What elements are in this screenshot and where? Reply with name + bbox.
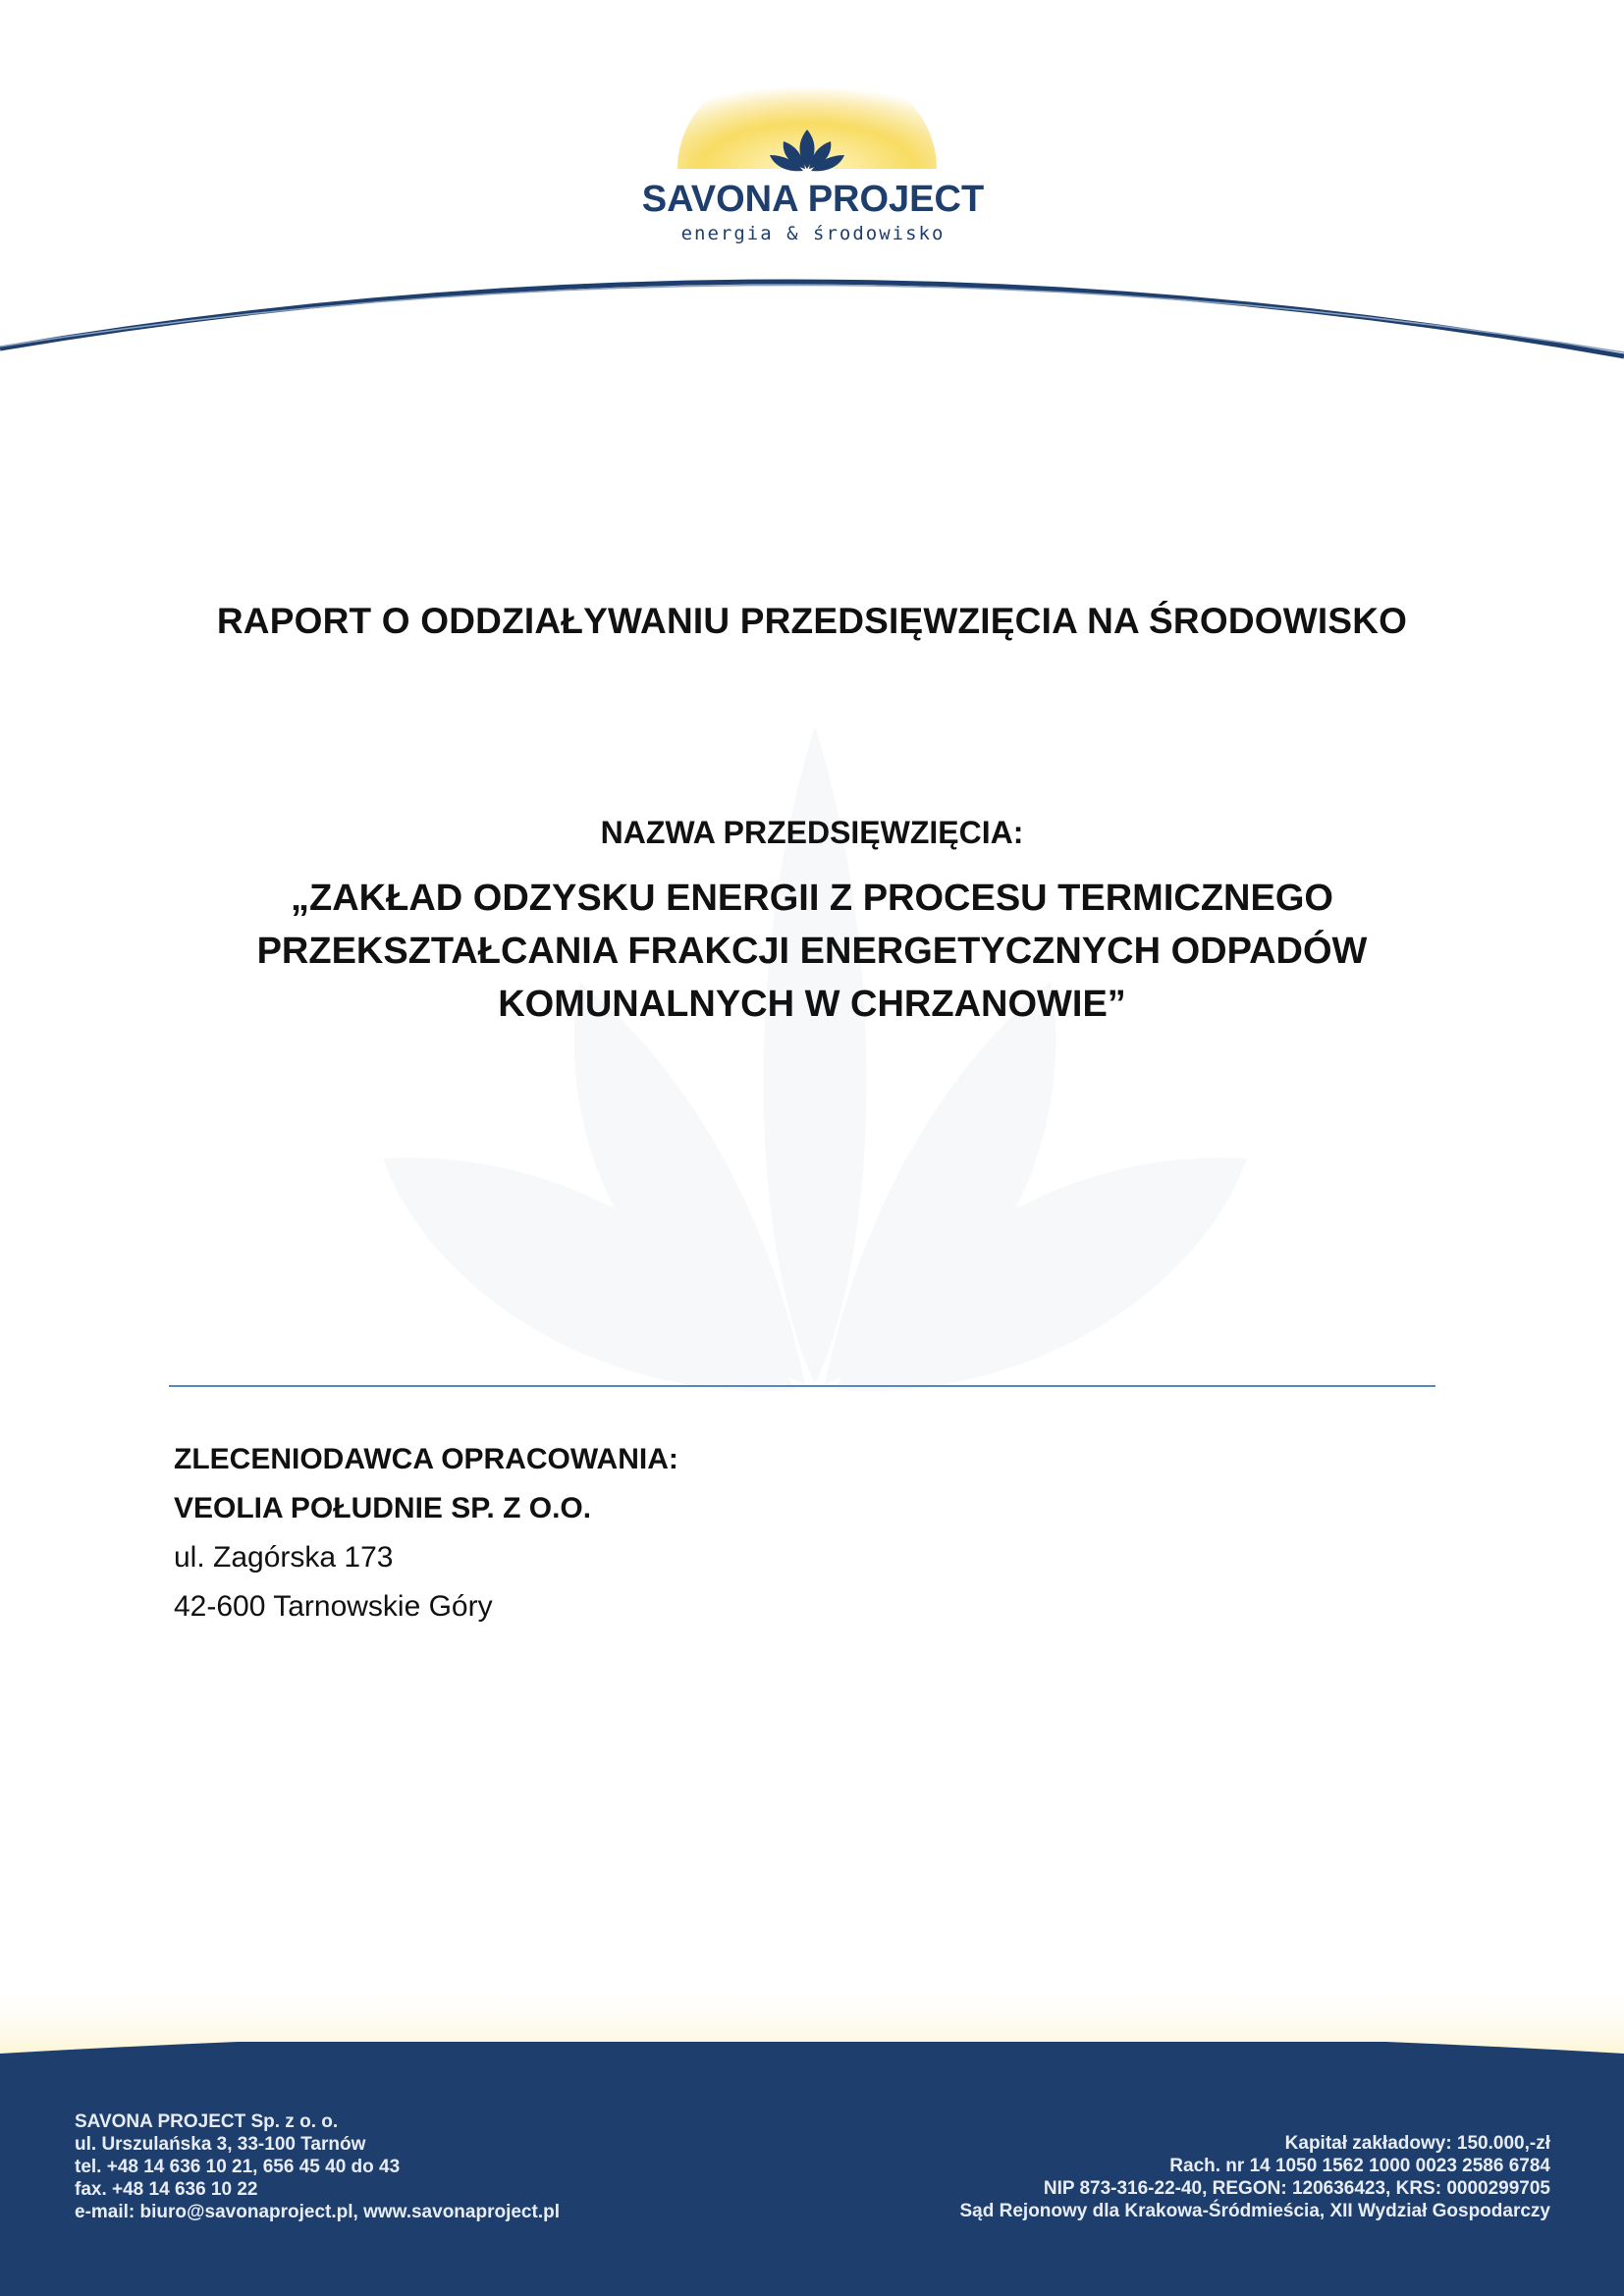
savona-project-logo [589,59,1041,255]
lotus-watermark-icon [353,687,1276,1394]
footer-left-line: fax. +48 14 636 10 22 [75,2179,258,2200]
project-name-line: PRZEKSZTAŁCANIA FRAKCJI ENERGETYCZNYCH ODPADÓW [256,931,1368,972]
logo-tagline: energia & środowisko [680,223,946,244]
project-name-line: KOMUNALNYCH W CHRZANOWIE” [498,984,1126,1025]
header-swoosh [0,250,1624,368]
client-city: 42-600 Tarnowskie Góry [174,1590,493,1623]
project-name-label: NAZWA PRZEDSIĘWZIĘCIA: [600,815,1024,850]
footer-left-line: e-mail: biuro@savonaproject.pl, www.savonaproject.pl [75,2202,560,2222]
footer-right-line: Rach. nr 14 1050 1562 1000 0023 2586 6784 [1169,2156,1550,2176]
client-street: ul. Zagórska 173 [174,1541,394,1574]
footer-left-line: tel. +48 14 636 10 21, 656 45 40 do 43 [75,2157,401,2177]
report-title: RAPORT O ODDZIAŁYWANIU PRZEDSIĘWZIĘCIA NA ŚRODOWISKO [216,601,1408,641]
client-label: ZLECENIODAWCA OPRACOWANIA: [174,1443,678,1475]
footer-right-line: Sąd Rejonowy dla Krakowa-Śródmieścia, XII Wydział Gospodarczy [959,2201,1550,2221]
client-name: VEOLIA POŁUDNIE SP. Z O.O. [174,1492,592,1524]
project-name-line: „ZAKŁAD ODZYSKU ENERGII Z PROCESU TERMICZNEGO [291,878,1333,919]
client-block [174,1435,1057,1631]
footer-right-line: NIP 873-316-22-40, REGON: 120636423, KRS: 0000299705 [1043,2178,1550,2199]
logo-company-name: SAVONA PROJECT [641,179,985,220]
footer-right-line: Kapitał zakładowy: 150.000,-zł [1284,2133,1550,2154]
footer-registration-info [745,2132,1550,2222]
project-name [196,872,1428,1031]
footer-company-info [75,2110,762,2223]
footer-left-line: SAVONA PROJECT Sp. z o. o. [75,2111,339,2132]
footer-left-line: ul. Urszulańska 3, 33-100 Tarnów [75,2134,366,2155]
section-divider [169,1385,1435,1387]
